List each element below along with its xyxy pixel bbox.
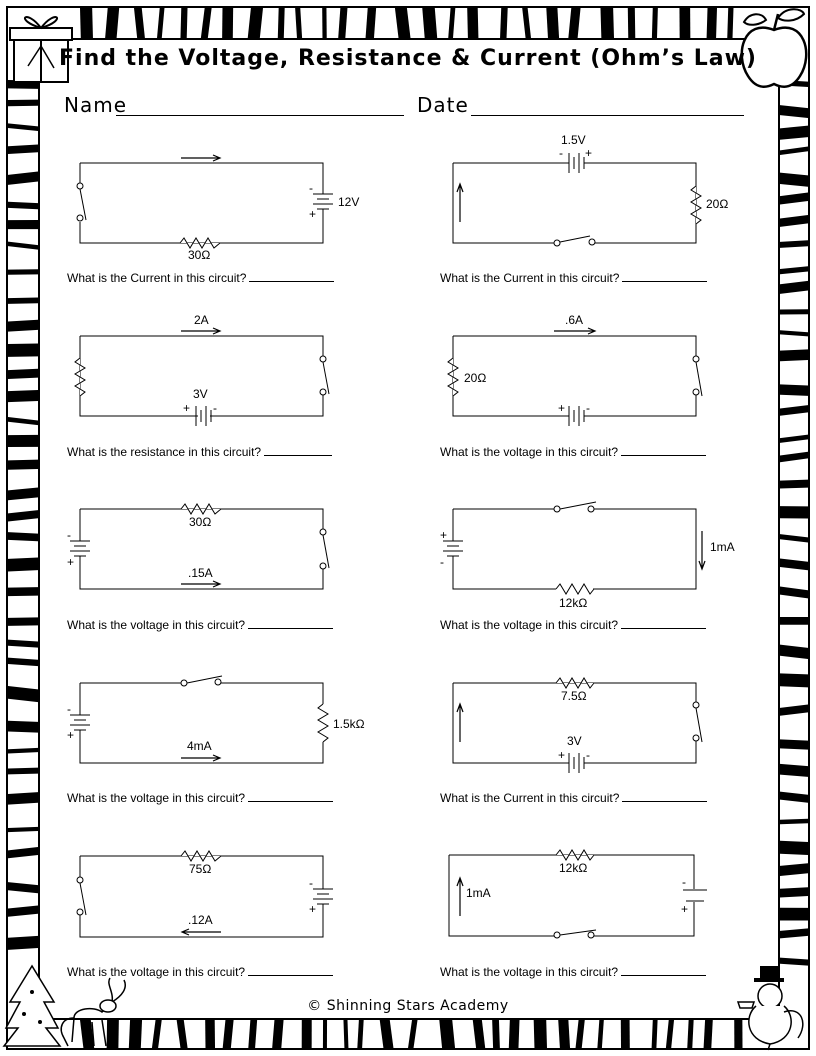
polarity-minus: - (67, 528, 71, 542)
question-2 (440, 271, 707, 285)
circuit-8 (453, 678, 702, 773)
circuit-8-label-2: 3V (567, 734, 582, 748)
polarity-minus: - (309, 181, 313, 195)
question-3 (67, 445, 332, 459)
polarity-plus: + (67, 555, 75, 569)
answer-field[interactable] (249, 271, 334, 282)
polarity-plus: + (309, 902, 317, 916)
question-text: What is the resistance in this circuit? (67, 445, 262, 459)
polarity-plus: + (440, 528, 448, 542)
polarity-plus: + (558, 401, 566, 415)
circuit-9-label-2: .12A (188, 913, 213, 927)
circuit-4-label-1: .6A (565, 313, 584, 327)
question-7 (67, 791, 333, 805)
worksheet-title: Find the Voltage, Resistance & Current (Ohm’s Law) (59, 46, 757, 71)
question-text: What is the voltage in this circuit? (440, 618, 619, 632)
answer-field[interactable] (621, 445, 706, 456)
circuit-2-label-2: 20Ω (706, 197, 729, 211)
circuit-3-label-2: 3V (193, 387, 208, 401)
circuit-8-label-1: 7.5Ω (561, 689, 587, 703)
circuit-5-label-2: .15A (188, 566, 213, 580)
polarity-minus: - (309, 876, 313, 890)
circuit-3-label-1: 2A (194, 313, 209, 327)
circuit-1-label-2: 30Ω (188, 248, 211, 262)
circuit-2 (453, 133, 728, 246)
footer-copyright: © Shinning Stars Academy (307, 998, 509, 1014)
polarity-minus: - (586, 748, 590, 762)
question-5 (67, 618, 333, 632)
circuit-7-label-2: 4mA (187, 739, 212, 753)
question-6 (440, 618, 706, 632)
answer-field[interactable] (621, 965, 706, 976)
question-text: What is the Current in this circuit? (67, 271, 247, 285)
question-8 (440, 791, 707, 805)
circuit-10 (449, 850, 707, 938)
question-text: What is the voltage in this circuit? (67, 791, 246, 805)
answer-field[interactable] (264, 445, 332, 456)
circuit-5 (67, 504, 329, 589)
polarity-minus: - (67, 702, 71, 716)
name-label: Name (64, 93, 128, 117)
question-text: What is the voltage in this circuit? (440, 965, 619, 979)
circuit-2-label-1: 1.5V (561, 133, 586, 147)
circuit-1 (77, 155, 359, 262)
circuit-9 (77, 851, 333, 937)
answer-field[interactable] (248, 618, 333, 629)
question-text: What is the Current in this circuit? (440, 791, 620, 805)
circuit-6 (440, 502, 735, 610)
polarity-minus: - (440, 555, 444, 569)
circuit-7 (67, 676, 365, 763)
polarity-plus: + (585, 146, 593, 160)
polarity-minus: - (586, 401, 590, 415)
circuit-4 (448, 313, 702, 426)
date-label: Date (417, 93, 469, 117)
circuit-3 (75, 313, 329, 426)
polarity-minus: - (213, 401, 217, 415)
question-text: What is the voltage in this circuit? (440, 445, 619, 459)
question-text: What is the voltage in this circuit? (67, 618, 246, 632)
circuit-6-label-1: 1mA (710, 540, 735, 554)
circuit-4-label-2: 20Ω (464, 371, 487, 385)
polarity-minus: - (682, 875, 686, 889)
question-10 (440, 965, 706, 979)
polarity-plus: + (67, 728, 75, 742)
question-9 (67, 965, 333, 979)
polarity-plus: + (183, 401, 191, 415)
circuit-10-label-2: 1mA (466, 886, 491, 900)
polarity-plus: + (309, 207, 317, 221)
answer-field[interactable] (622, 271, 707, 282)
answer-field[interactable] (622, 791, 707, 802)
answer-field[interactable] (248, 965, 333, 976)
circuit-7-label-1: 1.5kΩ (333, 717, 365, 731)
question-1 (67, 271, 334, 285)
answer-field[interactable] (248, 791, 333, 802)
circuit-9-label-1: 75Ω (189, 862, 212, 876)
circuit-10-label-1: 12kΩ (559, 861, 588, 875)
answer-field[interactable] (621, 618, 706, 629)
polarity-plus: + (681, 902, 689, 916)
polarity-minus: - (559, 146, 563, 160)
circuit-6-label-2: 12kΩ (559, 596, 588, 610)
polarity-plus: + (558, 748, 566, 762)
circuit-1-label-1: 12V (338, 195, 360, 209)
question-text: What is the Current in this circuit? (440, 271, 620, 285)
question-4 (440, 445, 706, 459)
circuit-5-label-1: 30Ω (189, 515, 212, 529)
question-text: What is the voltage in this circuit? (67, 965, 246, 979)
